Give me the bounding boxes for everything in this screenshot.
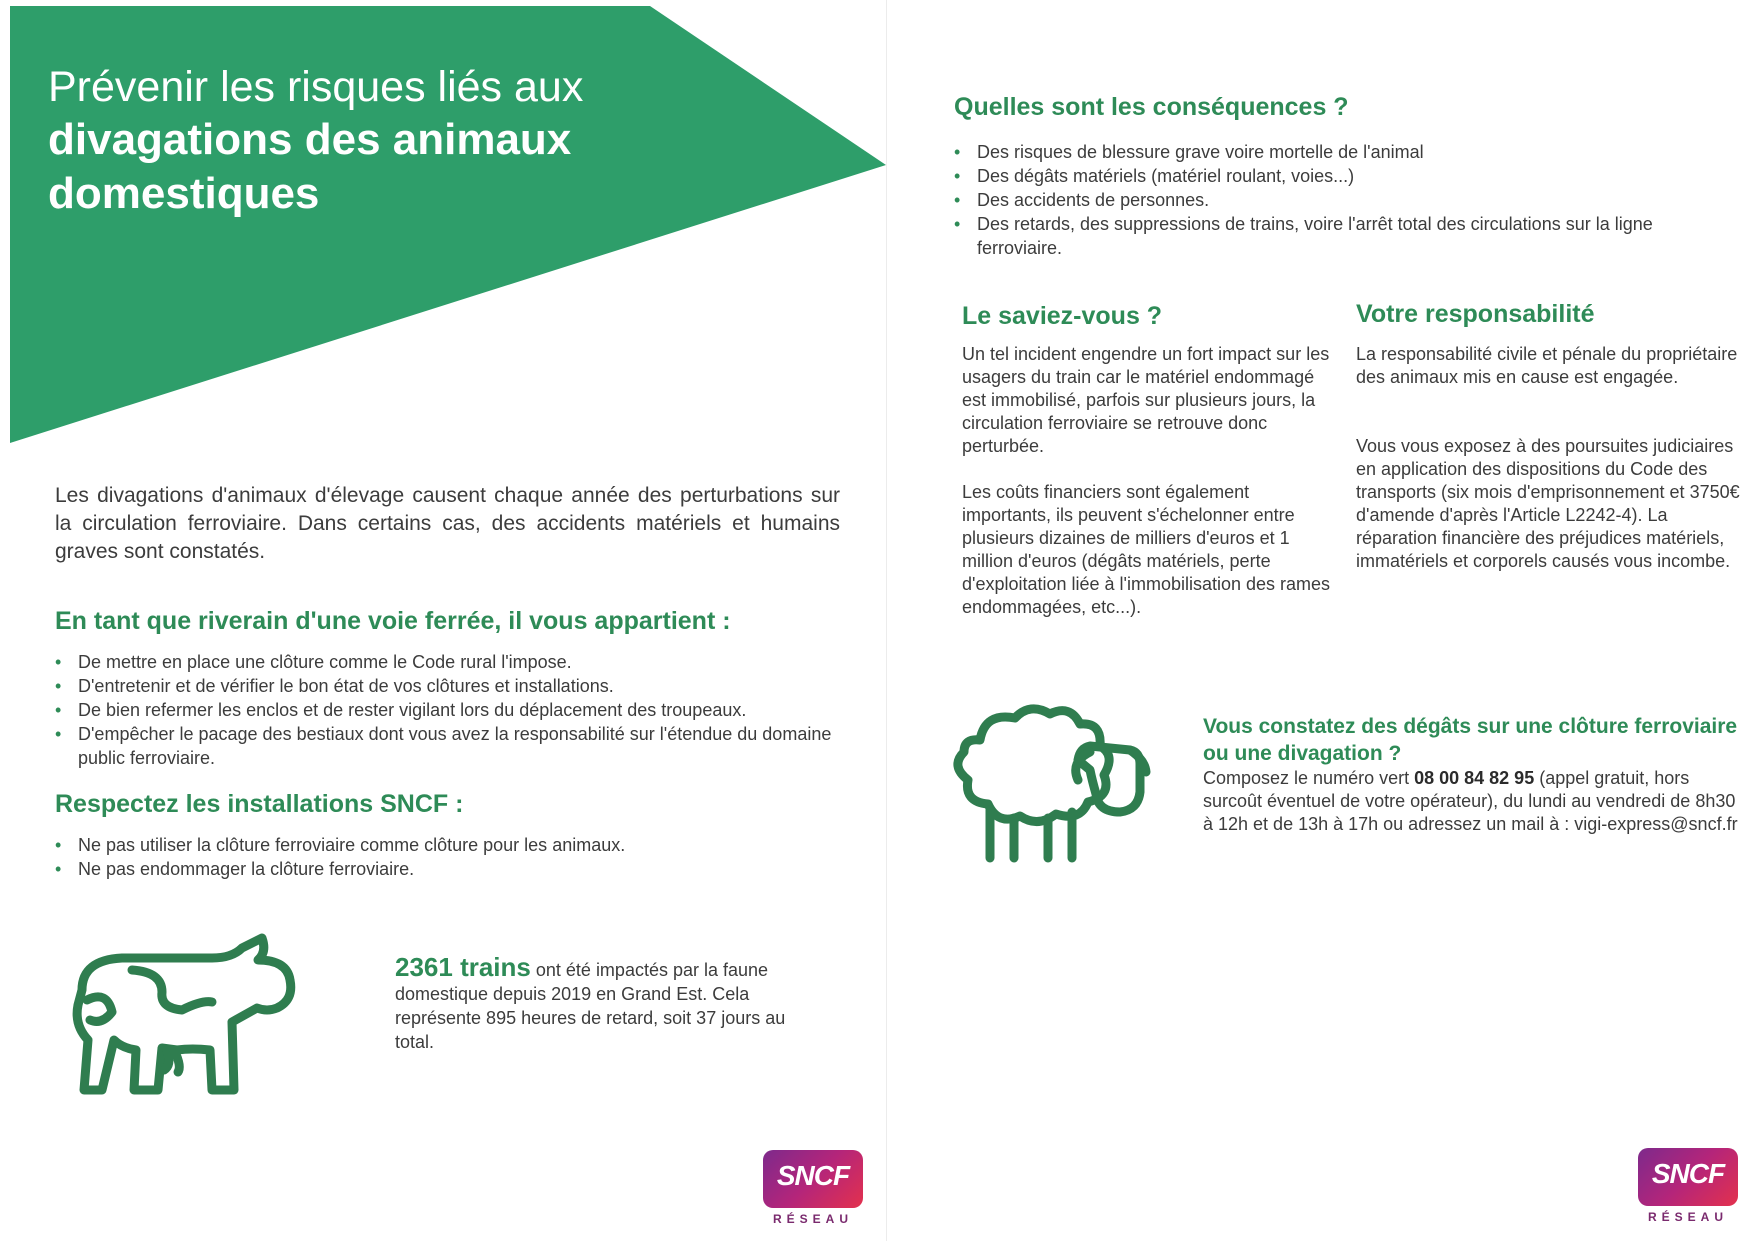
statistic-text: ont été impactés par la faune domestique depuis 2019 en Grand Est. Cela représente 895 heures de retard, soit 37 jours au total. <box>395 960 786 1052</box>
logo-subtitle: RÉSEAU <box>1647 1210 1728 1224</box>
sncf-reseau-logo <box>763 1150 863 1226</box>
title-line-1: Prévenir les risques liés aux <box>48 63 584 111</box>
contact-text <box>1203 767 1743 836</box>
sncf-reseau-logo-right <box>1638 1148 1738 1224</box>
list-item: • Ne pas utiliser la clôture ferroviaire comme clôture pour les animaux. <box>55 833 845 857</box>
list-item: • Des risques de blessure grave voire mortelle de l'animal <box>954 140 1714 164</box>
responsabilite-paragraph-1: La responsabilité civile et pénale du propriétaire des animaux mis en cause est engagée. <box>1356 344 1738 387</box>
phone-number[interactable]: 08 00 84 82 95 <box>1414 768 1535 788</box>
contact-heading: Vous constatez des dégâts sur une clôture ferroviaire ou une divagation ? <box>1203 715 1738 765</box>
responsabilite-paragraph-2: Vous vous exposez à des poursuites judiciaires en application des dispositions du Code des transports (six mois d'emprisonnement et 3750€ d'amende d'après l'Article L2242-4). La réparation financière des préjudices matériels, immatériels et corporels causés vous incombe. <box>1356 436 1740 571</box>
logo-subtitle: RÉSEAU <box>772 1212 853 1226</box>
contact-text-after: (appel gratuit, hors surcoût éventuel de votre opérateur), du lundi au vendredi de 8h30 à 12h et de 13h à 17h ou adressez un mail à : vigi-express@sncf.fr <box>1203 768 1738 834</box>
saviez-paragraph-1: Un tel incident engendre un fort impact sur les usagers du train car le matériel endommagé est immobilisé, parfois sur plusieurs jours, la circulation ferroviaire se retrouve donc perturbée. <box>962 344 1330 456</box>
installations-list <box>55 833 845 881</box>
sheep-icon <box>940 700 1155 865</box>
list-item: • D'empêcher le pacage des bestiaux dont vous avez la responsabilité sur l'étendue du domaine public ferroviaire. <box>55 722 845 770</box>
saviez-paragraph-2: Les coûts financiers sont également importants, ils peuvent s'échelonner entre plusieurs dizaines de milliers d'euros et 1 million d'euros (dégâts matériels, perte d'exploitation liée à l'immobilisation des rames endommagées, etc...). <box>962 482 1331 617</box>
list-item: • De bien refermer les enclos et de rester vigilant lors du déplacement des troupeaux. <box>55 698 845 722</box>
list-item: • D'entretenir et de vérifier le bon état de vos clôtures et installations. <box>55 674 845 698</box>
saviez-heading: Le saviez-vous ? <box>962 302 1163 330</box>
list-item: • Des accidents de personnes. <box>954 188 1714 212</box>
logo-brand: SNCF <box>1651 1158 1725 1189</box>
logo-brand: SNCF <box>776 1160 850 1191</box>
list-item: • Des dégâts matériels (matériel roulant, voies...) <box>954 164 1714 188</box>
intro-paragraph: Les divagations d'animaux d'élevage causent chaque année des perturbations sur la circulation ferroviaire. Dans certains cas, des accidents matériels et humains graves sont constatés. <box>55 484 840 563</box>
title-line-3: domestiques <box>48 169 320 218</box>
list-item: • De mettre en place une clôture comme le Code rural l'impose. <box>55 650 845 674</box>
responsabilite-heading: Votre responsabilité <box>1356 300 1595 328</box>
riverain-heading: En tant que riverain d'une voie ferrée, il vous appartient : <box>55 607 731 635</box>
consequences-heading: Quelles sont les conséquences ? <box>954 93 1349 121</box>
contact-block <box>1203 713 1743 836</box>
impact-statistic <box>395 952 815 1054</box>
list-item: • Ne pas endommager la clôture ferroviaire. <box>55 857 845 881</box>
cow-icon <box>62 930 302 1100</box>
trains-count: 2361 trains <box>395 952 531 982</box>
installations-heading: Respectez les installations SNCF : <box>55 790 464 818</box>
title-line-2: divagations des animaux <box>48 115 572 164</box>
consequences-list <box>954 140 1714 260</box>
list-item: • Des retards, des suppressions de trains, voire l'arrêt total des circulations sur la ligne ferroviaire. <box>954 212 1714 260</box>
riverain-list <box>55 650 845 770</box>
contact-text-before: Composez le numéro vert <box>1203 768 1415 788</box>
